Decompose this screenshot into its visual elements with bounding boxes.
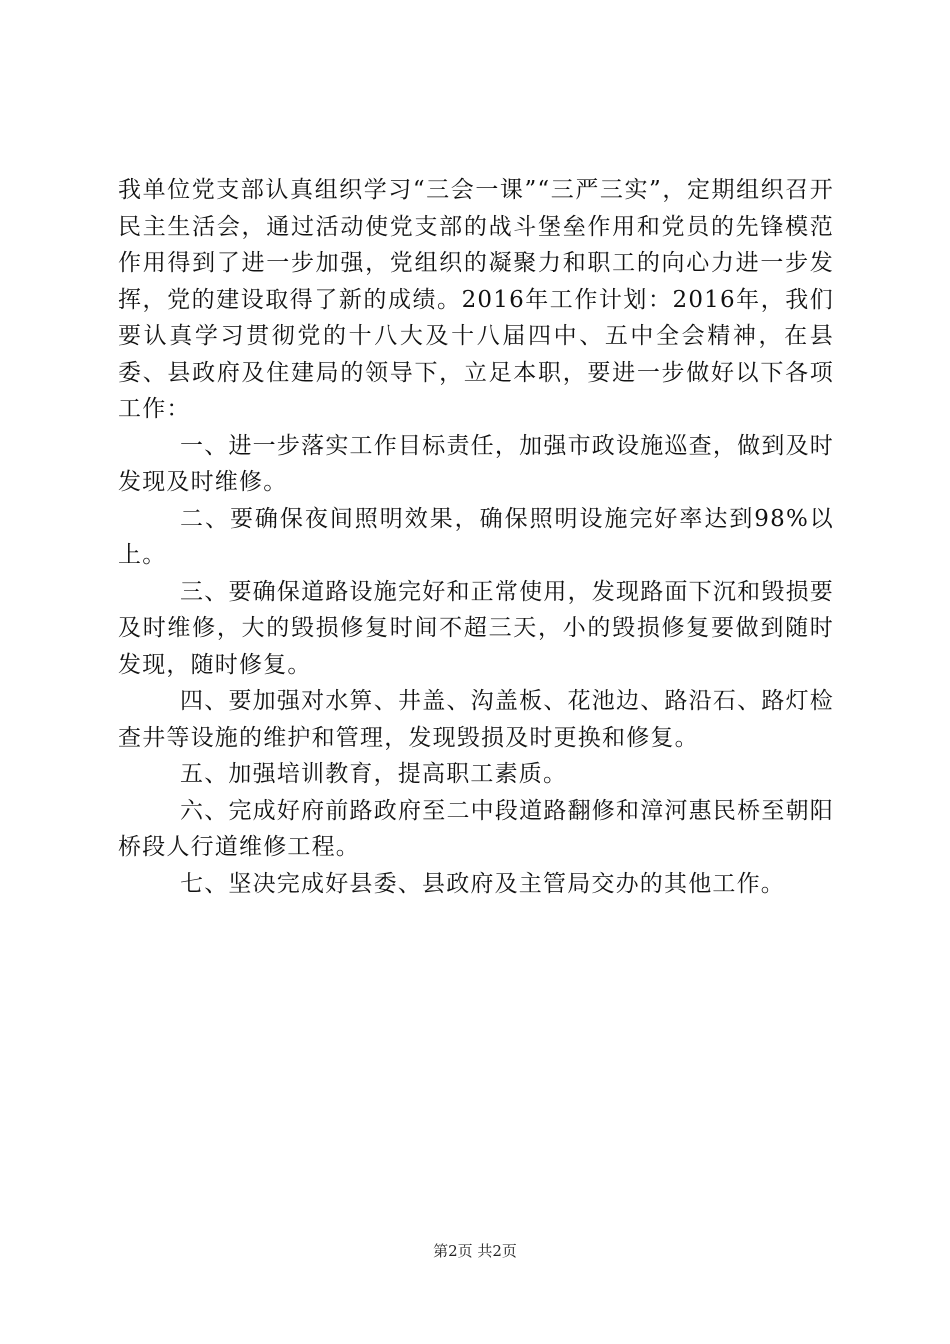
paragraph-item-6: 六、完成好府前路政府至二中段道路翻修和漳河惠民桥至朝阳桥段人行道维修工程。 [118,797,834,860]
paragraph-item-7: 七、坚决完成好县委、县政府及主管局交办的其他工作。 [180,870,785,897]
document-body [118,172,834,902]
page-footer: 第2页 共2页 [433,1242,517,1260]
paragraph-item-5: 五、加强培训教育，提高职工素质。 [180,761,568,787]
paragraph-item-1: 一、进一步落实工作目标责任，加强市政设施巡查，做到及时发现及时维修。 [118,432,834,495]
paragraph-item-2: 二、要确保夜间照明效果，确保照明设施完好率达到98%以上。 [118,505,834,568]
paragraph-intro: 我单位党支部认真组织学习“三会一课”“三严三实”，定期组织召开民主生活会，通过活动使党支部的战斗堡垒作用和党员的先锋模范作用得到了进一步加强，党组织的凝聚力和职工的向心力进一步发挥，党的建设取得了新的成绩。2016年工作计划：2016年，我们要认真学习贯彻党的十八大及十八届四中、五中全会精神，在县委、县政府及住建局的领导下，立足本职，要进一步做好以下各项工作： [118,177,834,422]
paragraph-item-4: 四、要加强对水箅、井盖、沟盖板、花池边、路沿石、路灯检查井等设施的维护和管理，发现毁损及时更换和修复。 [118,688,834,751]
paragraph-item-3: 三、要确保道路设施完好和正常使用，发现路面下沉和毁损要及时维修，大的毁损修复时间不超三天，小的毁损修复要做到随时发现，随时修复。 [118,578,834,678]
